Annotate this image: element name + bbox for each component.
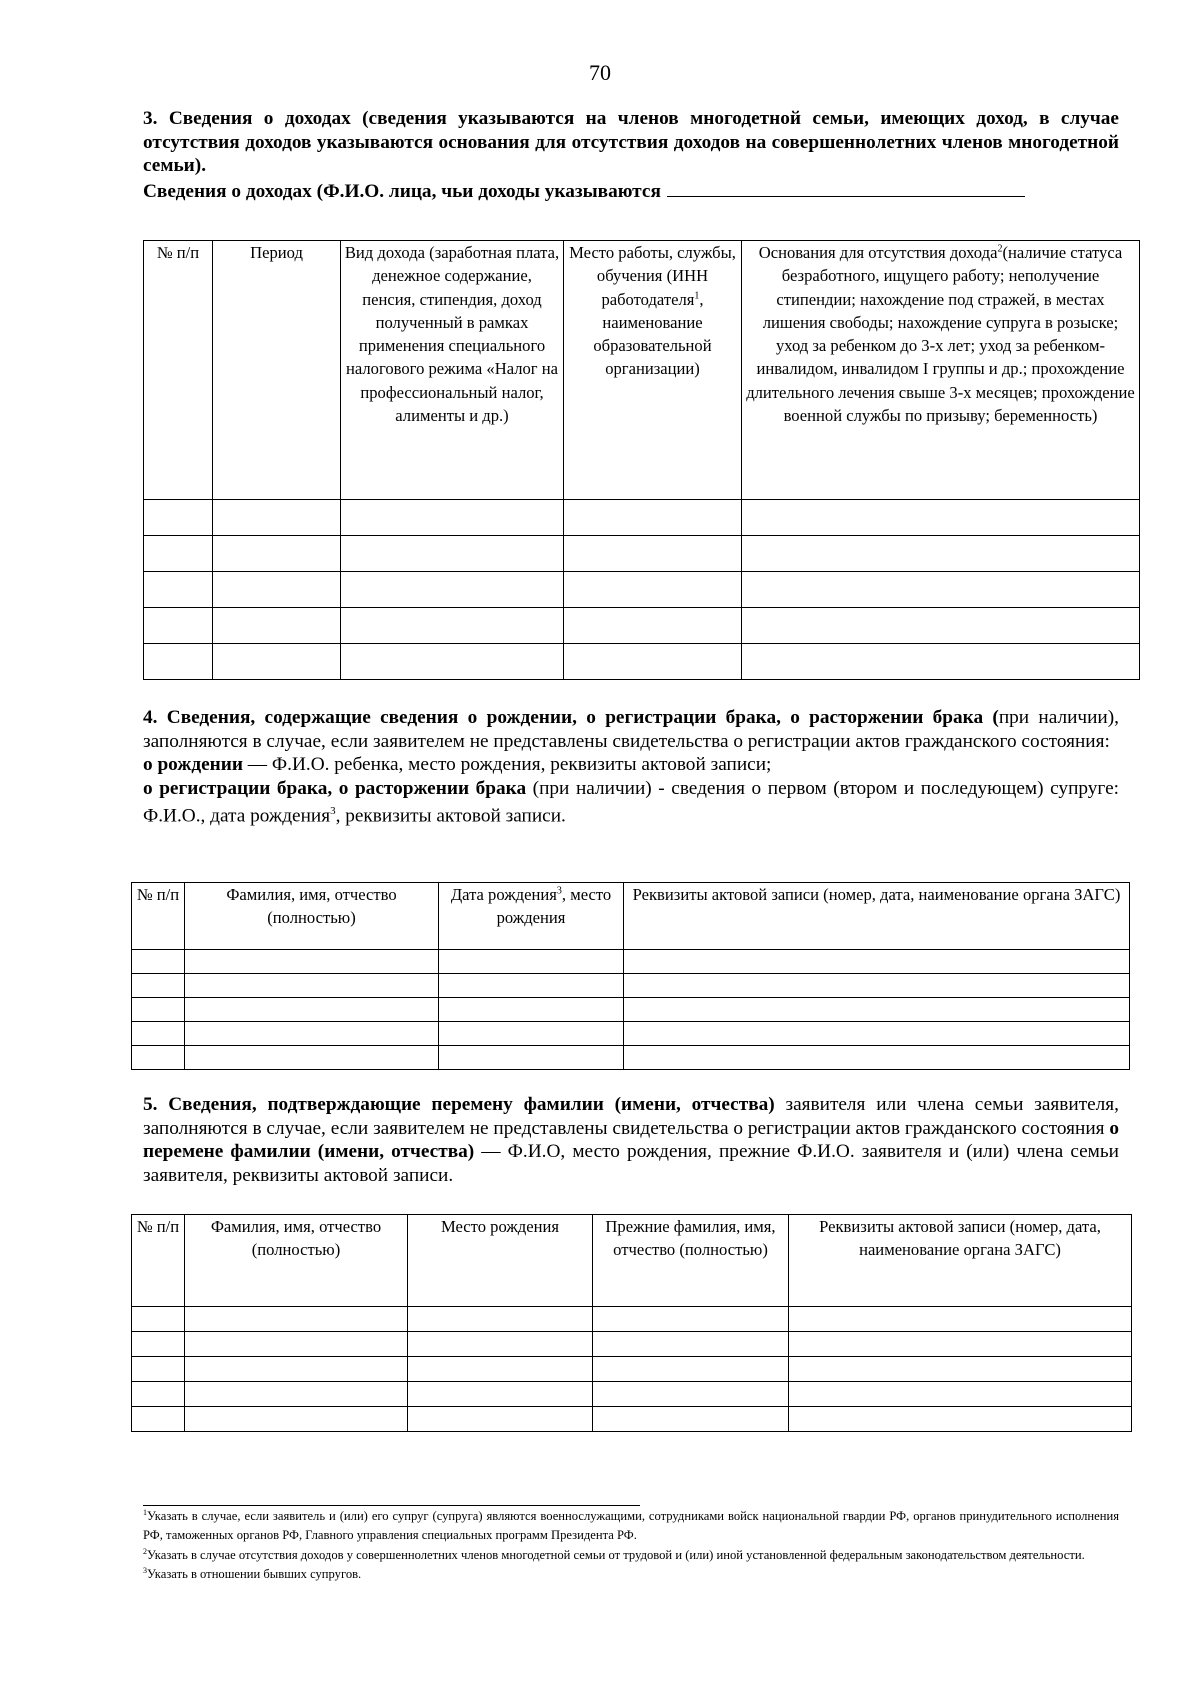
income-table-row[interactable]: [144, 500, 1140, 536]
footnote-separator: [143, 1505, 640, 1506]
section3-subheading: Сведения о доходах (Ф.И.О. лица, чьи доходы указываются: [143, 180, 661, 202]
income-table-row[interactable]: [144, 536, 1140, 572]
footnote-ref-3b: 3: [556, 885, 562, 897]
footnote-2-mark: 2: [143, 1546, 147, 1556]
income-table: [143, 240, 1140, 680]
income-table-row[interactable]: [144, 572, 1140, 608]
nc-col-prev: Прежние фамилия, имя, отчество (полностью): [593, 1215, 789, 1307]
footnote-3: [143, 1565, 1119, 1584]
income-col-workplace-a: Место работы, службы, обучения (ИНН работодателя: [569, 243, 736, 309]
birth-marriage-row[interactable]: [132, 1022, 1130, 1046]
name-change-row[interactable]: [132, 1332, 1132, 1357]
bm-col-birth: [439, 883, 624, 950]
footnote-ref-2: 2: [997, 243, 1003, 255]
section4-text: [143, 706, 1119, 828]
section4-marriage-text: (при наличии) - сведения о первом (втором и последующем) супруге: Ф.И.О., дата рождения: [143, 777, 1119, 827]
name-change-row[interactable]: [132, 1357, 1132, 1382]
footnote-2-text: Указать в случае отсутствия доходов у совершеннолетних членов многодетной семьи от трудовой и (или) иной установленной федеральным законодательством деятельности.: [147, 1547, 1085, 1562]
footnote-3-mark: 3: [143, 1566, 147, 1576]
footnote-ref-1: 1: [694, 290, 700, 302]
section5-change-text: — Ф.И.О, место рождения, прежние Ф.И.О. заявителя и (или) члена семьи заявителя, реквизиты актовой записи.: [143, 1141, 1119, 1186]
birth-marriage-row[interactable]: [132, 950, 1130, 974]
footnote-3-text: Указать в отношении бывших супругов.: [147, 1567, 362, 1582]
birth-marriage-header-row: [132, 883, 1130, 950]
income-col-workplace: [564, 241, 742, 500]
section4-birth-text: — Ф.И.О. ребенка, место рождения, реквизиты актовой записи;: [242, 754, 772, 775]
section5-text: [143, 1093, 1119, 1187]
income-table-row[interactable]: [144, 644, 1140, 680]
nc-col-record: Реквизиты актовой записи (номер, дата, наименование органа ЗАГС): [789, 1215, 1132, 1307]
bm-col-birth-b: , место рождения: [496, 885, 612, 928]
section4-marriage-label: о регистрации брака, о расторжении брака: [143, 777, 527, 799]
nc-col-birthplace: Место рождения: [408, 1215, 593, 1307]
name-change-row[interactable]: [132, 1407, 1132, 1432]
section4-marriage-text-end: , реквизиты актовой записи.: [335, 805, 566, 827]
name-change-table: [131, 1214, 1132, 1432]
birth-marriage-row[interactable]: [132, 974, 1130, 998]
income-col-grounds: [742, 241, 1140, 500]
section3-heading: [143, 107, 1119, 203]
income-col-num: № п/п: [144, 241, 213, 500]
section4-heading-rest: при наличии), заполняются в случае, если заявителем не представлены свидетельства о регистрации актов гражданского состояния:: [143, 707, 1119, 752]
name-change-header-row: [132, 1215, 1132, 1307]
footnotes: [143, 1507, 1119, 1585]
income-table-row[interactable]: [144, 608, 1140, 644]
nc-col-fio: Фамилия, имя, отчество (полностью): [185, 1215, 408, 1307]
footnote-1-text: Указать в случае, если заявитель и (или) его супруг (супруга) являются военнослужащими, сотрудниками войск национальной гвардии РФ, органов принудительного исполнения РФ, таможенных органов РФ, Главного управления специальных программ Президента РФ.: [143, 1509, 1119, 1543]
footnote-1-mark: 1: [143, 1507, 147, 1517]
section5-heading-rest: заявителя или члена семьи заявителя, заполняются в случае, если заявителем не представлены свидетельства о регистрации актов гражданского состояния: [143, 1094, 1119, 1139]
bm-col-birth-a: Дата рождения: [450, 885, 557, 904]
name-change-row[interactable]: [132, 1307, 1132, 1332]
section4-birth-label: о рождении: [143, 754, 243, 775]
income-col-type: Вид дохода (заработная плата, денежное содержание, пенсия, стипендия, доход полученный в рамках применения специального налогового режима «Налог на профессиональный налог, алименты и др.): [341, 241, 564, 500]
income-table-header-row: [144, 241, 1140, 500]
footnote-2: [143, 1546, 1119, 1565]
footnote-1: [143, 1507, 1119, 1546]
birth-marriage-row[interactable]: [132, 1046, 1130, 1070]
nc-col-num: № п/п: [132, 1215, 185, 1307]
income-col-grounds-b: (наличие статуса безработного, ищущего работу; неполучение стипендии; нахождение под стражей, в местах лишения свободы; нахождение супруга в розыске; уход за ребенком до 3-х лет; уход за ребенком-инвалидом, инвалидом I группы и др.; прохождение длительного лечения свыше 3-х месяцев; прохождение военной службы по призыву; беременность): [746, 243, 1135, 426]
section5-heading: 5. Сведения, подтверждающие перемену фамилии (имени, отчества): [143, 1094, 775, 1115]
income-col-period: Период: [213, 241, 341, 500]
bm-col-fio: Фамилия, имя, отчество (полностью): [185, 883, 439, 950]
section3-heading-text: 3. Сведения о доходах (сведения указываются на членов многодетной семьи, имеющих доход, в случае отсутствия доходов указываются основания для отсутствия доходов на совершеннолетних членов многодетной семьи).: [143, 108, 1119, 176]
birth-marriage-row[interactable]: [132, 998, 1130, 1022]
bm-col-record: Реквизиты актовой записи (номер, дата, наименование органа ЗАГС): [624, 883, 1130, 950]
income-person-name-line[interactable]: [667, 178, 1025, 197]
section4-heading: 4. Сведения, содержащие сведения о рождении, о регистрации брака, о расторжении брака (: [143, 707, 999, 728]
bm-col-num: № п/п: [132, 883, 185, 950]
page-number: 70: [589, 60, 611, 85]
birth-marriage-table: [131, 882, 1130, 1070]
footnote-ref-3: 3: [330, 805, 336, 817]
section5-change-label: о перемене фамилии (имени, отчества): [143, 1117, 1119, 1162]
income-col-grounds-a: Основания для отсутствия дохода: [758, 243, 998, 262]
name-change-row[interactable]: [132, 1382, 1132, 1407]
income-col-workplace-b: , наименование образовательной организации): [593, 289, 712, 379]
